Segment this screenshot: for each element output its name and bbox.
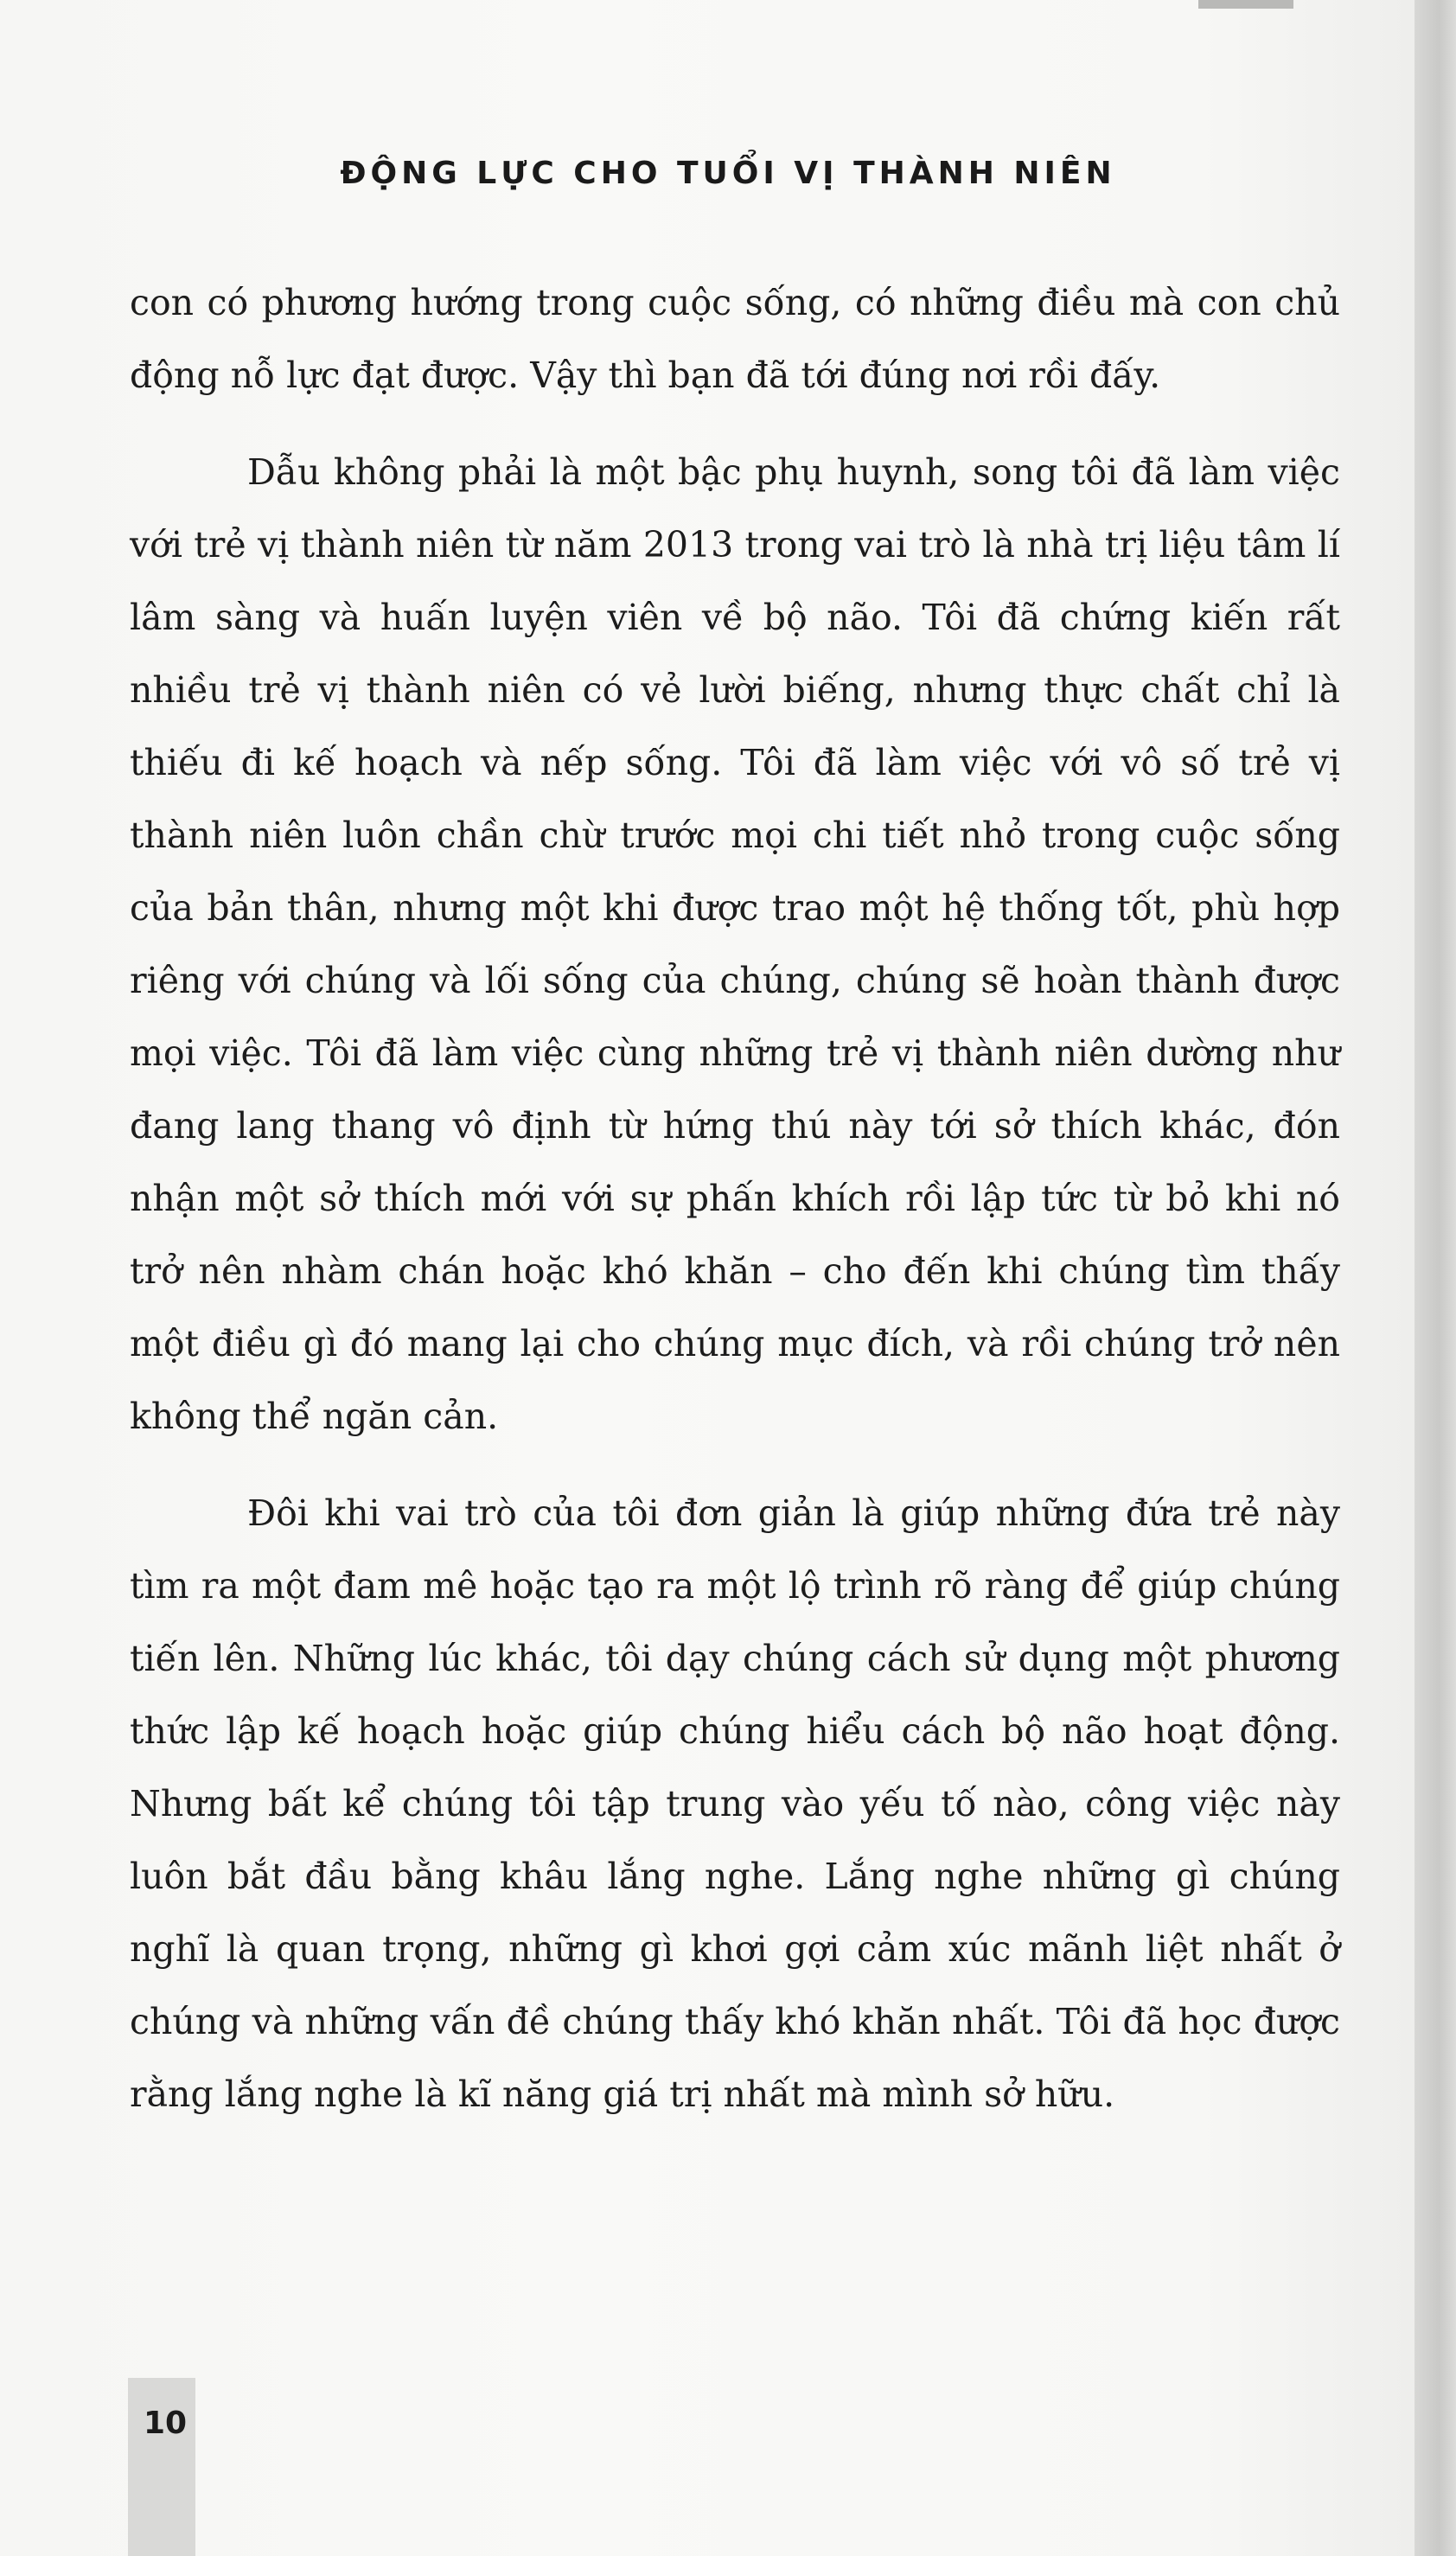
page-top-strip <box>1198 0 1293 9</box>
page-edge-shadow <box>1414 0 1456 2556</box>
body-text <box>130 266 1340 2131</box>
page-number: 10 <box>144 2406 188 2441</box>
running-head: ĐỘNG LỰC CHO TUỔI VỊ THÀNH NIÊN <box>340 156 1116 191</box>
paragraph-1: con có phương hướng trong cuộc sống, có những điều mà con chủ động nỗ lực đạt được. Vậy thì bạn đã tới đúng nơi rồi đấy. <box>130 282 1340 396</box>
page-number-tab <box>128 2378 195 2556</box>
paragraph-3: Đôi khi vai trò của tôi đơn giản là giúp những đứa trẻ này tìm ra một đam mê hoặc tạo ra một lộ trình rõ ràng để giúp chúng tiến lên. Những lúc khác, tôi dạy chúng cách sử dụng một phương thức lập kế hoạch hoặc giúp chúng hiểu cách bộ não hoạt động. Nhưng bất kể chúng tôi tập trung vào yếu tố nào, công việc này luôn bắt đầu bằng khâu lắng nghe. Lắng nghe những gì chúng nghĩ là quan trọng, những gì khơi gợi cảm xúc mãnh liệt nhất ở chúng và những vấn đề chúng thấy khó khăn nhất. Tôi đã học được rằng lắng nghe là kĩ năng giá trị nhất mà mình sở hữu. <box>130 1492 1340 2115</box>
paragraph-2: Dẫu không phải là một bậc phụ huynh, song tôi đã làm việc với trẻ vị thành niên từ năm 2013 trong vai trò là nhà trị liệu tâm lí lâm sàng và huấn luyện viên về bộ não. Tôi đã chứng kiến rất nhiều trẻ vị thành niên có vẻ lười biếng, nhưng thực chất chỉ là thiếu đi kế hoạch và nếp sống. Tôi đã làm việc với vô số trẻ vị thành niên luôn chần chừ trước mọi chi tiết nhỏ trong cuộc sống của bản thân, nhưng một khi được trao một hệ thống tốt, phù hợp riêng với chúng và lối sống của chúng, chúng sẽ hoàn thành được mọi việc. Tôi đã làm việc cùng những trẻ vị thành niên dường như đang lang thang vô định từ hứng thú này tới sở thích khác, đón nhận một sở thích mới với sự phấn khích rồi lập tức từ bỏ khi nó trở nên nhàm chán hoặc khó khăn – cho đến khi chúng tìm thấy một điều gì đó mang lại cho chúng mục đích, và rồi chúng trở nên không thể ngăn cản. <box>130 451 1340 1437</box>
